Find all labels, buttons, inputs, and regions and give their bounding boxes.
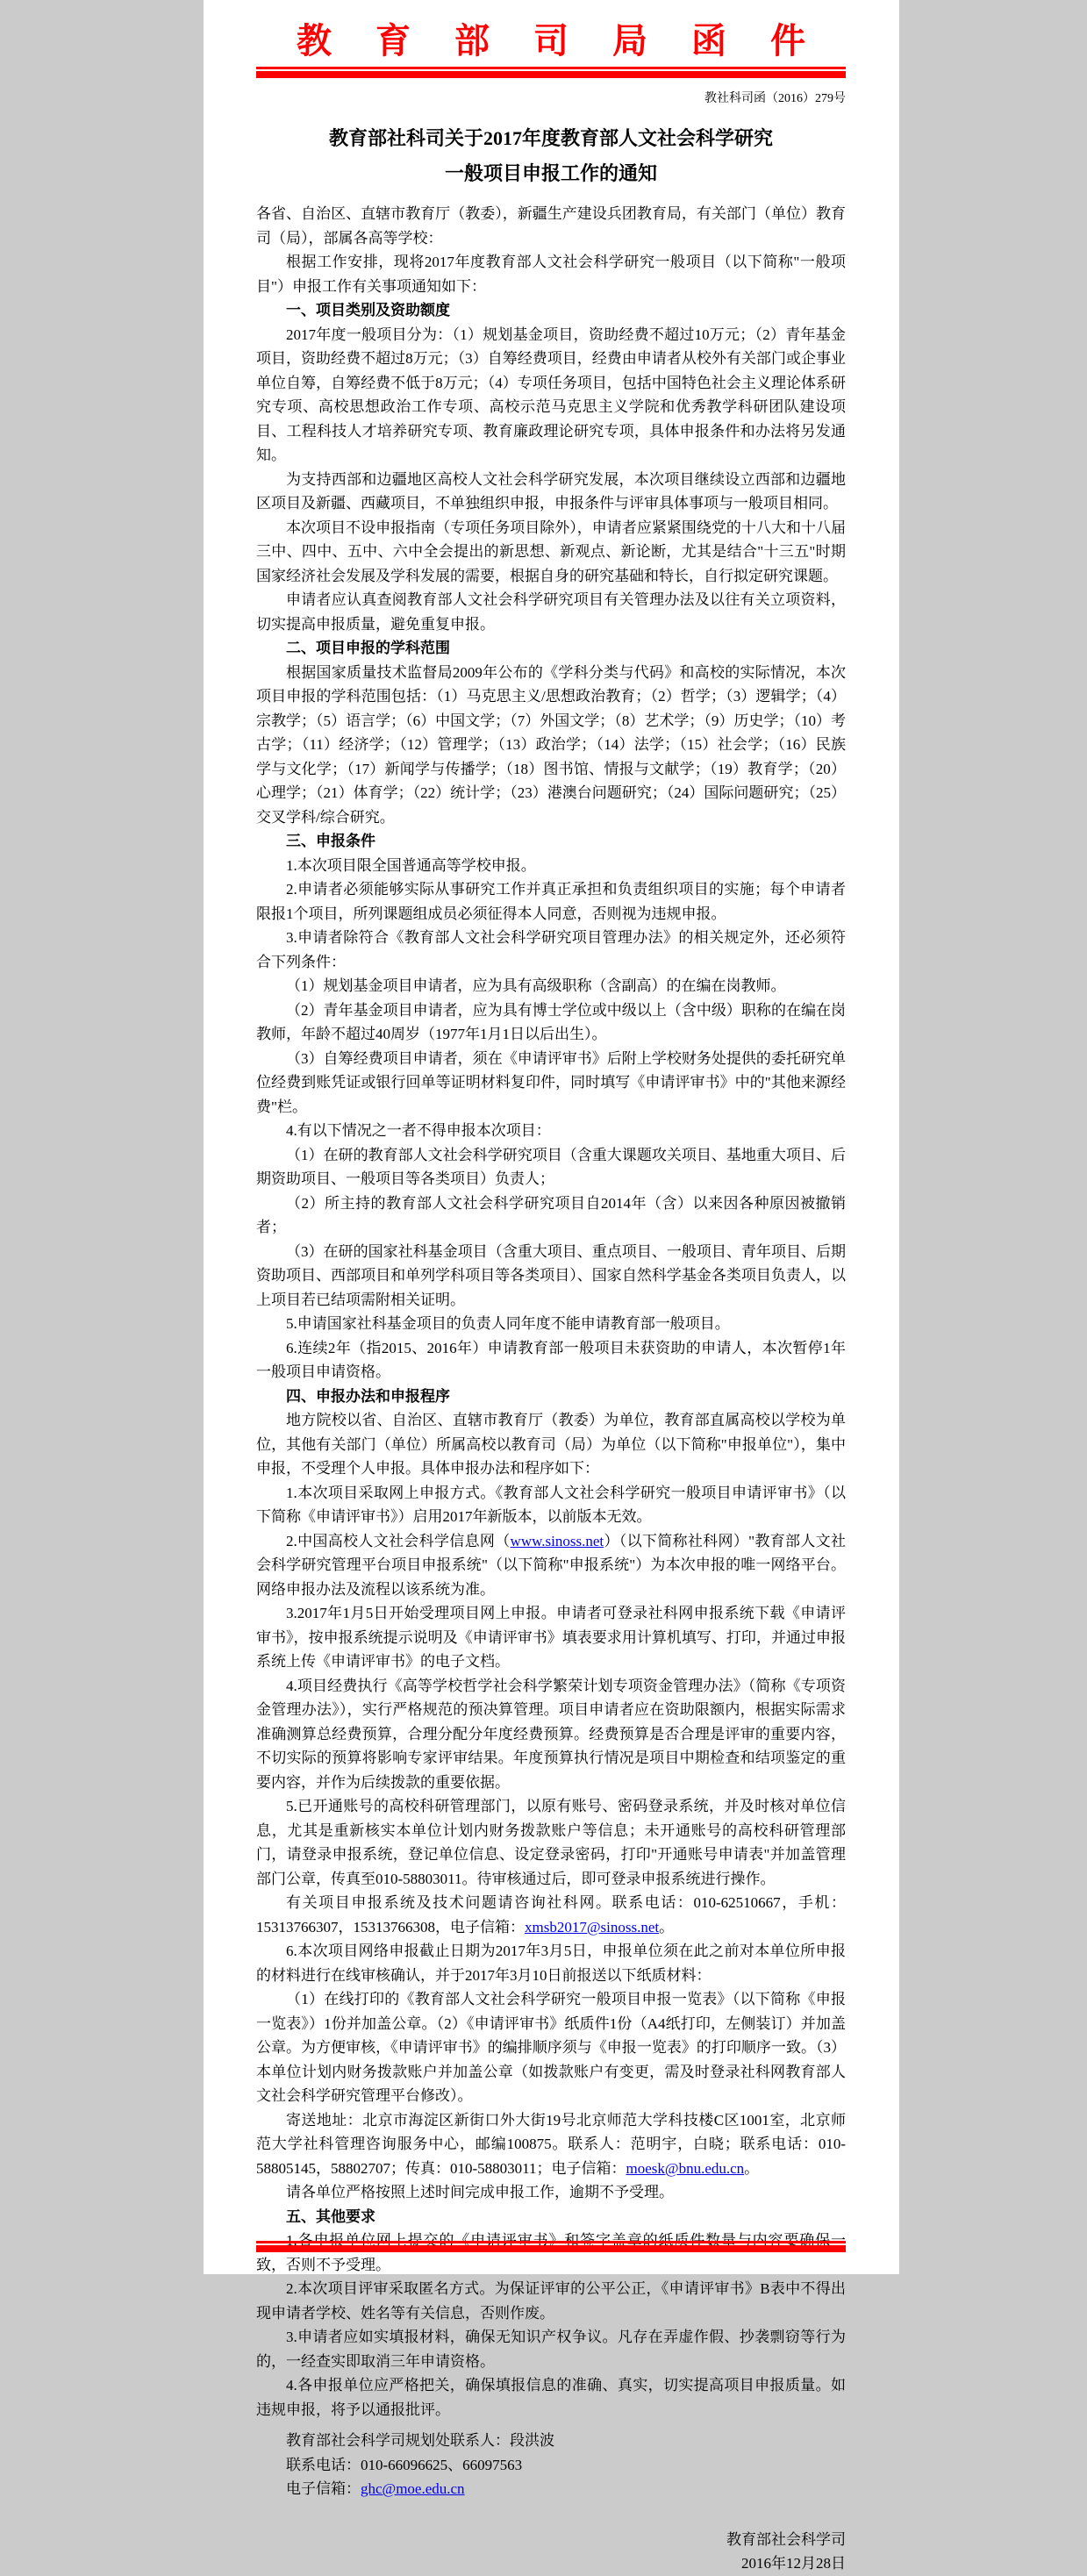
paragraph: 致，否则不予受理。 [256,2256,390,2273]
document-body [256,202,846,2501]
divider-thick-line [256,2245,846,2252]
document-number: 教社科司函（2016）279号 [704,92,846,105]
paragraph: 4.有以下情况之一者不得申报本次项目： [286,1122,551,1139]
paragraph-text: 寄送地址：北京市海淀区新街口外大街19号北京师范大学科技楼C区1001室，北京师范大学社科管理咨询服务中心，邮编100875。联系人：范明宇，白晓；联系电话：010-58805145，58802707；传真：010-58803011；电子信箱： [256,2111,846,2177]
divider-thin-line [256,2241,846,2243]
hyperlink[interactable]: ghc@moe.edu.cn [361,2480,465,2497]
section-heading: 二、项目申报的学科范围 [286,640,450,656]
paragraph [256,2477,846,2501]
paragraph-text: 。 [744,2159,760,2177]
hyperlink[interactable]: xmsb2017@sinoss.net [525,1918,660,1936]
paragraph: 3.申请者应如实填报材料，确保无知识产权争议。凡存在弄虚作假、抄袭剽窃等行为的，一经查实即取消三年申请资格。 [256,2329,846,2370]
letter-content [204,0,899,2572]
paragraph: 4.项目经费执行《高等学校哲学社会科学繁荣计划专项资金管理办法》（简称《专项资金管理办法》），实行严格规范的预决算管理。项目申请者应在资助限额内，根据实际需求准确测算总经费预算，合理分配分年度经费预算。经费预算是否合理是评审的重要内容，不切实际的预算将影响专家评审结果。年度预算执行情况是项目中期检查和结项鉴定的重要内容，并作为后续拨款的重要依据。 [256,1677,846,1791]
paragraph: 教育部社会科学司规划处联系人：段洪波 [286,2432,554,2449]
paragraph: 为支持西部和边疆地区高校人文社会科学研究发展，本次项目继续设立西部和边疆地区项目及新疆、西藏项目，不单独组织申报，申报条件与评审具体事项与一般项目相同。 [256,470,846,512]
paragraph: 1.本次项目采取网上申报方式。《教育部人文社会科学研究一般项目申请评审书》（以下简称《申请评审书》）启用2017年新版本，以前版本无效。 [256,1484,846,1525]
paragraph: 5.申请国家社科基金项目的负责人同年度不能申请教育部一般项目。 [286,1315,730,1332]
divider-thin-line [256,67,846,69]
paragraph: 3.申请者除符合《教育部人文社会科学研究项目管理办法》的相关规定外，还必须符合下列条件： [256,929,846,970]
paragraph: 3.2017年1月5日开始受理项目网上申报。申请者可登录社科网申报系统下载《申请评审书》，按申报系统提示说明及《申请评审书》填表要求用计算机填写、打印，并通过申报系统上传《申请评审书》的电子文档。 [256,1605,846,1670]
paragraph: 1.本次项目限全国普通高等学校申报。 [286,856,536,874]
paragraph: 5.已开通账号的高校科研管理部门，以原有账号、密码登录系统，并及时核对单位信息，尤其是重新核实本单位计划内财务拨款账户等信息；未开通账号的高校科研管理部门，请登录申报系统，登记单位信息、设定登录密码，打印"开通账号申请表"并加盖管理部门公章，传真至010-58803011。待审核通过后，即可登录申报系统进行操作。 [256,1798,846,1887]
paragraph: 6.连续2年（指2015、2016年）申请教育部一般项目未获资助的申请人，本次暂停1年一般项目申请资格。 [256,1339,846,1380]
paragraph: 2.本次项目评审采取匿名方式。为保证评审的公平公正，《申请评审书》B表中不得出现申请者学校、姓名等有关信息，否则作废。 [256,2280,846,2322]
divider-thick-line [256,71,846,78]
letter-page [204,0,899,2572]
address-line: 各省、自治区、直辖市教育厅（教委），新疆生产建设兵团教育局，有关部门（单位）教育司（局），部属各高等学校： [256,205,846,247]
hyperlink[interactable]: www.sinoss.net [510,1532,604,1549]
section-heading: 一、项目类别及资助额度 [286,302,450,318]
signoff-date: 2016年12月28日 [741,2555,846,2572]
notice-title-line2: 一般项目申报工作的通知 [444,162,657,184]
notice-title [256,121,846,191]
paragraph-text: 电子信箱： [286,2480,361,2497]
notice-title-line1: 教育部社科司关于2017年度教育部人文社会科学研究 [328,127,773,149]
section-heading: 四、申报办法和申报程序 [286,1387,450,1405]
hyperlink[interactable]: moesk@bnu.edu.cn [626,2159,745,2177]
paragraph: （2）所主持的教育部人文社会科学研究项目自2014年（含）以来因各种原因被撤销者； [256,1194,846,1235]
paragraph: 2017年度一般项目分为：（1）规划基金项目，资助经费不超过10万元；（2）青年基金项目，资助经费不超过8万元；（3）自筹经费项目，经费由申请者从校外有关部门或企事业单位自筹，自筹经费不低于8万元；（4）专项任务项目，包括中国特色社会主义理论体系研究专项、高校思想政治工作专项、高校示范马克思主义学院和优秀教学科研团队建设项目、工程科技人才培养研究专项、教育廉政理论研究专项，具体申报条件和办法将另发通知。 [256,326,846,463]
paragraph: 2.申请者必须能够实际从事研究工作并真正承担和负责组织项目的实施；每个申请者限报1个项目，所列课题组成员必须征得本人同意，否则视为违规申报。 [256,881,846,922]
signoff [256,2528,846,2576]
paragraph [256,2108,846,2181]
paragraph: （3）在研的国家社科基金项目（含重大项目、重点项目、一般项目、青年项目、后期资助项目、西部项目和单列学科项目等各类项目）、国家自然科学基金各类项目负责人，以上项目若已结项需附相关证明。 [256,1242,846,1308]
paragraph-text: ）（以下简称社科网）"教育部人文社会科学研究管理平台项目申报系统"（以下简称"申报系统"）为本次申报的唯一网络平台。网络申报办法及流程以该系统为准。 [256,1532,846,1598]
paragraph [256,1891,846,1939]
paragraph-text: 2.中国高校人文社会科学信息网（ [286,1532,511,1549]
paragraph: （2）青年基金项目申请者，应为具有博士学位或中级以上（含中级）职称的在编在岗教师，年龄不超过40周岁（1977年1月1日以后出生）。 [256,1001,846,1042]
paragraph: （1）在线打印的《教育部人文社会科学研究一般项目申报一览表》（以下简称《申报一览表》）1份并加盖公章。（2）《申请评审书》纸质件1份（A4纸打印，左侧装订）并加盖公章。为方便审核，《申请评审书》的编排顺序须与《申报一览表》的打印顺序一致。（3）本单位计划内财务拨款账户并加盖公章（如拨款账户有变更，需及时登录社科网教育部人文社会科学研究管理平台修改）。 [256,1991,846,2104]
section-heading: 三、申报条件 [286,833,375,849]
paragraph: 6.本次项目网络申报截止日期为2017年3月5日，申报单位须在此之前对本单位所申报的材料进行在线审核确认，并于2017年3月10日前报送以下纸质材料： [256,1943,846,1984]
paragraph-text: 有关项目申报系统及技术问题请咨询社科网。联系电话：010-62510667，手机：15313766307，15313766308，电子信箱： [256,1894,846,1936]
paragraph: （1）在研的教育部人文社会科学研究项目（含重大课题攻关项目、基地重大项目、后期资助项目、一般项目等各类项目）负责人； [256,1146,846,1187]
paragraph: 请各单位严格按照上述时间完成申报工作，逾期不予受理。 [286,2184,674,2200]
paragraph: 地方院校以省、自治区、直辖市教育厅（教委）为单位，教育部直属高校以学校为单位，其他有关部门（单位）所属高校以教育司（局）为单位（以下简称"申报单位"），集中申报，不受理个人申报。具体申报办法和程序如下： [256,1412,846,1477]
paragraph: 根据工作安排，现将2017年度教育部人文社会科学研究一般项目（以下简称"一般项目"）申报工作有关事项通知如下： [256,254,846,295]
letterhead-title: 教 育 部 司 局 函 件 [297,21,823,61]
letterhead-divider [256,67,846,78]
paragraph: 4.各申报单位应严格把关，确保填报信息的准确、真实，切实提高项目申报质量。如违规申报，将予以通报批评。 [256,2377,846,2418]
paragraph: 本次项目不设申报指南（专项任务项目除外），申请者应紧紧围绕党的十八大和十八届三中、四中、五中、六中全会提出的新思想、新观点、新论断，尤其是结合"十三五"时期国家经济社会发展及学科发展的需要，根据自身的研究基础和特长，自行拟定研究课题。 [256,519,846,584]
paragraph: （3）自筹经费项目申请者，须在《申请评审书》后附上学校财务处提供的委托研究单位经费到账凭证或银行回单等证明材料复印件，同时填写《申请评审书》中的"其他来源经费"栏。 [256,1049,846,1115]
paragraph: 根据国家质量技术监督局2009年公布的《学科分类与代码》和高校的实际情况，本次项目申报的学科范围包括：（1）马克思主义/思想政治教育；（2）哲学；（3）逻辑学；（4）宗教学；（5）语言学；（6）中国文学；（7）外国文学；（8）艺术学；（9）历史学；（10）考古学；（11）经济学；（12）管理学；（13）政治学；（14）法学；（15）社会学；（16）民族学与文化学；（17）新闻学与传播学；（18）图书馆、情报与文献学；（19）教育学；（20）心理学；（21）体育学；（22）统计学；（23）港澳台问题研究；（24）国际问题研究；（25）交叉学科/综合研究。 [256,663,846,826]
paragraph-text: 。 [659,1918,675,1936]
signoff-org: 教育部社会科学司 [726,2530,846,2548]
paragraph [256,1529,846,1602]
paragraph: 联系电话：010-66096625、66097563 [286,2456,523,2473]
section-heading: 五、其他要求 [286,2207,375,2225]
footer-divider [256,2241,846,2252]
paragraph: （1）规划基金项目申请者，应为具有高级职称（含副高）的在编在岗教师。 [286,977,786,994]
paragraph: 申请者应认真查阅教育部人文社会科学研究项目有关管理办法及以往有关立项资料，切实提高申报质量，避免重复申报。 [256,591,846,633]
